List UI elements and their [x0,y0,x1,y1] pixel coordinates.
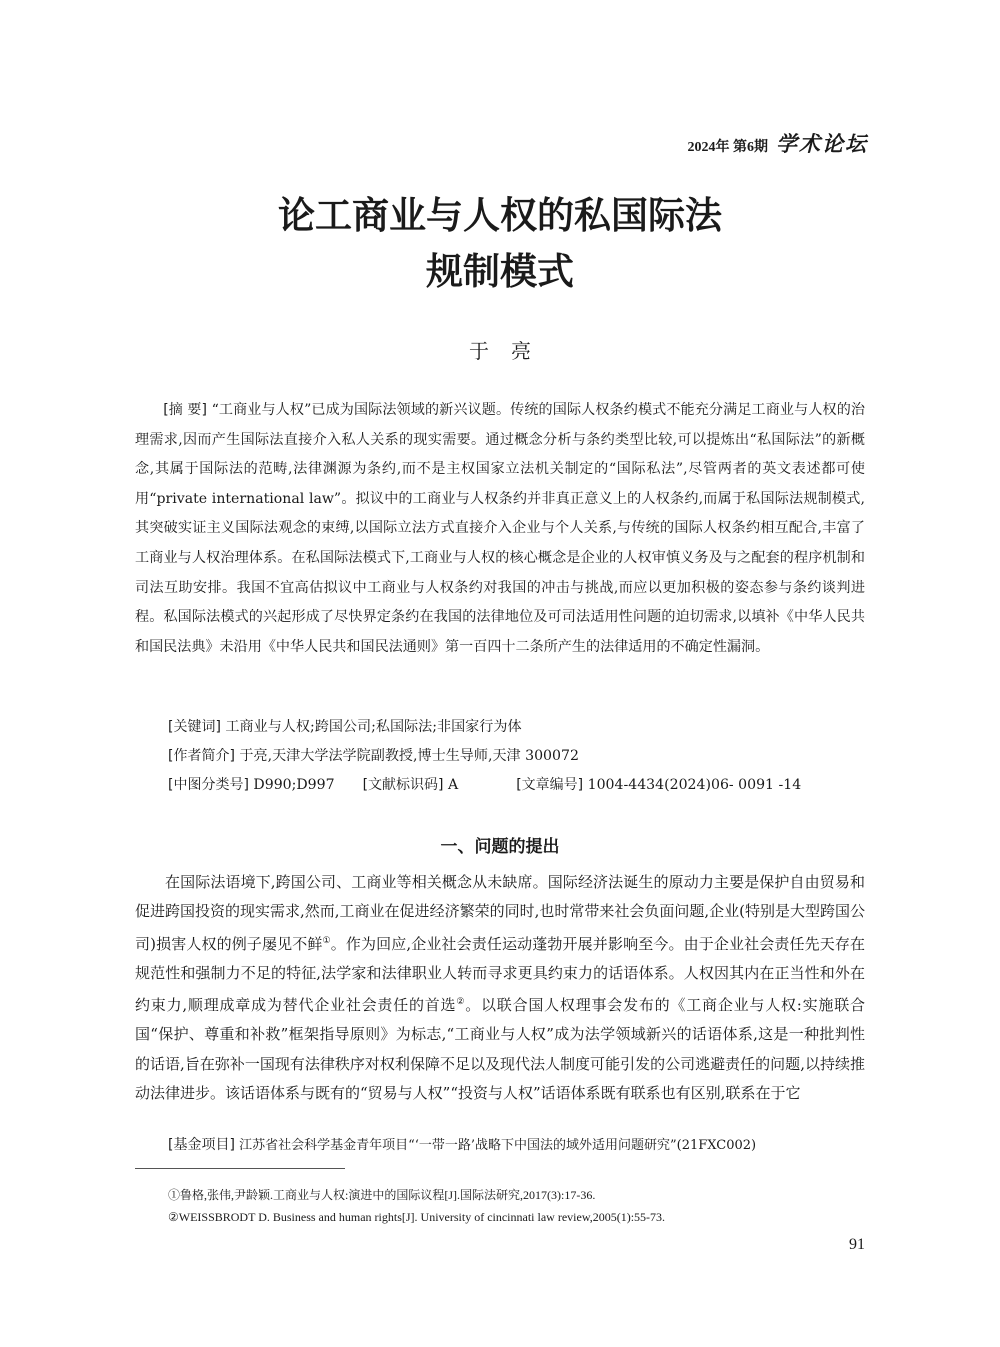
title-line-2: 规制模式 [426,250,574,293]
abstract-text: “工商业与人权”已成为国际法领域的新兴议题。传统的国际人权条约模式不能充分满足工商业与人权的治理需求,因而产生国际法直接介入私人关系的现实需要。通过概念分析与条约类型比较,可以提炼出“私国际法”的新概念,其属于国际法的范畴,法律渊源为条约,而不是主权国家立法机关制定的“国际私法”,尽管两者的英文表述都可使用“private international law”。拟议中的工商业与人权条约并非真正意义上的人权条约,而属于私国际法规制模式,其突破实证主义国际法观念的束缚,以国际立法方式直接介入企业与个人关系,与传统的国际人权条约相互配合,丰富了工商业与人权治理体系。在私国际法模式下,工商业与人权的核心概念是企业的人权审慎义务及与之配套的程序机制和司法互助安排。我国不宜高估拟议中工商业与人权条约对我国的冲击与挑战,而应以更加积极的姿态参与条约谈判进程。私国际法模式的兴起形成了尽快界定条约在我国的法律地位及可司法适用性问题的迫切需求,以填补《中华人民共和国民法典》未沿用《中华人民共和国民法通则》第一百四十二条所产生的法律适用的不确定性漏洞。 [135,402,866,655]
fund-line [168,1134,868,1154]
keywords-text: 工商业与人权;跨国公司;私国际法;非国家行为体 [225,719,522,735]
doc-code-value: A [448,777,459,793]
author-info-line [168,745,868,765]
abstract [135,396,865,662]
keywords-line [168,716,868,736]
article-number-value: 1004-4434(2024)06- 0091 -14 [587,777,802,793]
author-info-text: 于亮,天津大学法学院副教授,博士生导师,天津 300072 [239,748,579,764]
article-number-label: [文章编号] [516,777,584,793]
body-text [135,868,865,1108]
doc-code-label: [文献标识码] [362,777,444,793]
clc-label: [中图分类号] [168,777,249,793]
footnote-ref-2[interactable]: ② [456,997,466,1008]
fund-text: 江苏省社会科学基金青年项目“‘一带一路’战略下中国法的域外适用问题研究”(21FXC002) [239,1138,757,1153]
page-number: 91 [849,1236,865,1253]
section-heading: 一、问题的提出 [440,837,560,857]
author-name: 于亮 [469,339,553,363]
author-info-label: [作者简介] [168,748,235,764]
title-line-1: 论工商业与人权的私国际法 [278,194,722,237]
footnote-2: ②WEISSBRODT D. Business and human rights[J]. University of cincinnati law review,2005(1):55-73. [168,1210,666,1224]
body-text-b: 。作为回应,企业社会责任运动蓬勃开展并影响至今。由于企业社会责任先天存在规范性和强制力不足的特征,法学家和法律职业人转而寻求更具约束力的话语体系。人权因其内在正当性和外在约束力,顺理成章成为替代企业社会责任的首选 [135,934,865,1015]
footnote-ref-1[interactable]: ① [322,935,331,946]
body-text-a: 在国际法语境下,跨国公司、工商业等相关概念从未缺席。国际经济法诞生的原动力主要是保护自由贸易和促进跨国投资的现实需求,然而,工商业在促进经济繁荣的同时,也时常带来社会负面问题,企业(特别是大型跨国公司)损害人权的例子屡见不鲜 [135,873,865,953]
article-title [0,188,1000,300]
issue-label: 2024年 第6期 [687,140,768,155]
clc-value: D990;D997 [253,777,335,793]
body-text-c: 。以联合国人权理事会发布的《工商企业与人权:实施联合国“保护、尊重和补救”框架指导原则》为标志,“工商业与人权”成为法学领域新兴的话语体系,这是一种批判性的话语,旨在弥补一国现有法律秩序对权利保障不足以及现代法人制度可能引发的公司逃避责任的问题,以持续推动法律进步。该话语体系与既有的“贸易与人权”“投资与人权”话语体系既有联系也有区别,联系在于它 [135,996,865,1103]
journal-name: 学术论坛 [776,131,868,156]
abstract-paragraph [135,396,865,662]
abstract-label: [摘 要] [163,402,207,418]
body-paragraph [135,868,865,1108]
fund-label: [基金项目] [168,1137,235,1153]
footnote-divider [135,1168,345,1169]
running-header [688,128,869,158]
keywords-label: [关键词] [168,719,221,735]
footnote-1: ①鲁格,张伟,尹龄颖.工商业与人权:演进中的国际议程[J].国际法研究,2017(3):17-36. [168,1188,596,1202]
classification-line [168,774,868,794]
